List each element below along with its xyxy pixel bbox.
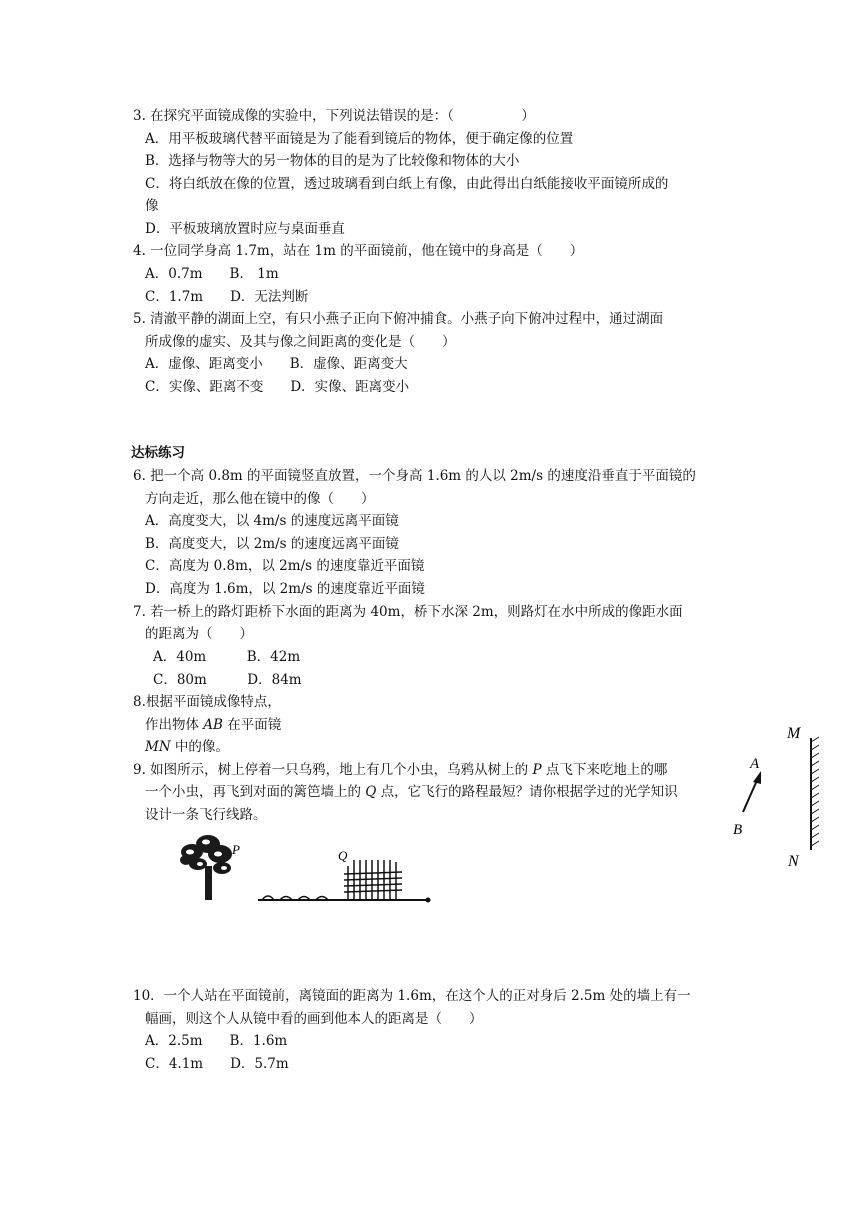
mirror-hatching <box>811 737 819 846</box>
q9-line2: 一个小虫，再飞到对面的篱笆墙上的 Q 点，它飞行的路程最短？请你根据学过的光学知识 <box>145 784 678 800</box>
tree-fence-figure <box>170 830 440 910</box>
q8-line2: 作出物体 AB 在平面镜 <box>145 717 282 733</box>
label-b: B <box>733 822 743 838</box>
q4-options-cd: C．1.7m D．无法判断 <box>145 289 309 305</box>
q6-option-a: A．高度变大，以 4m/s 的速度远离平面镜 <box>145 513 399 529</box>
q4-options-ab: A．0.7m B． 1m <box>145 266 279 282</box>
q5-options-cd: C．实像、距离不变 D．实像、距离变小 <box>145 379 410 395</box>
q7-stem-line2: 的距离为（ ） <box>145 626 253 642</box>
q6-option-c: C．高度为 0.8m，以 2m/s 的速度靠近平面镜 <box>145 558 425 574</box>
q9-line1: 9. 如图所示，树上停着一只乌鸦，地上有几个小虫，乌鸦从树上的 P 点飞下来吃地上的哪 <box>133 762 668 778</box>
section-title: 达标练习 <box>131 445 185 461</box>
q7-options-ab: A．40m B．42m <box>153 649 301 665</box>
label-a: A <box>750 756 760 772</box>
arrow-head <box>753 771 761 784</box>
q3-option-a: A．用平板玻璃代替平面镜是为了能看到镜后的物体，便于确定像的位置 <box>145 131 574 147</box>
q6-option-b: B．高度变大，以 2m/s 的速度远离平面镜 <box>145 536 399 552</box>
q3-stem: 3. 在探究平面镜成像的实验中，下列说法错误的是：（ ） <box>133 108 535 124</box>
label-p: P <box>232 842 240 857</box>
q5-stem-line2: 所成像的虚实、及其与像之间距离的变化是（ ） <box>145 334 456 350</box>
q6-stem-line2: 方向走近，那么他在镜中的像（ ） <box>145 491 375 507</box>
q10-options-cd: C．4.1m D．5.7m <box>145 1056 289 1072</box>
q4-stem: 4. 一位同学身高 1.7m，站在 1m 的平面镜前，他在镜中的身高是（ ） <box>133 243 584 259</box>
label-m: M <box>787 725 801 742</box>
label-q: Q <box>338 848 348 863</box>
q6-option-d: D．高度为 1.6m，以 2m/s 的速度靠近平面镜 <box>145 581 425 597</box>
q6-stem-line1: 6. 把一个高 0.8m 的平面镜竖直放置，一个身高 1.6m 的人以 2m/s 的速度沿垂直于平面镜的 <box>133 468 696 484</box>
q10-stem-line2: 幅画，则这个人从镜中看的画到他本人的距离是（ ） <box>145 1011 483 1027</box>
mirror-figure <box>725 720 835 880</box>
q7-options-cd: C．80m D．84m <box>153 672 302 688</box>
q5-stem-line1: 5. 清澈平静的湖面上空，有只小燕子正向下俯冲捕食。小燕子向下俯冲过程中，通过湖面 <box>133 311 664 327</box>
ground-end-dot <box>426 898 431 903</box>
q3-option-b: B．选择与物等大的另一物体的目的是为了比较像和物体的大小 <box>145 153 520 169</box>
label-n: N <box>788 853 799 870</box>
object-arrow <box>743 778 758 812</box>
q10-options-ab: A．2.5m B．1.6m <box>145 1033 288 1049</box>
q8-line3: MN 中的像。 <box>145 739 229 755</box>
q5-options-ab: A．虚像、距离变小 B．虚像、距离变大 <box>145 356 408 372</box>
q9-line3: 设计一条飞行线路。 <box>145 807 267 823</box>
q3-option-d: D．平板玻璃放置时应与桌面垂直 <box>145 221 345 237</box>
fence <box>344 860 402 900</box>
q8-line1: 8.根据平面镜成像特点， <box>133 694 281 710</box>
q3-option-c-line1: C．将白纸放在像的位置，透过玻璃看到白纸上有像，由此得出白纸能接收平面镜所成的 <box>145 176 669 192</box>
q7-stem-line1: 7. 若一桥上的路灯距桥下水面的距离为 40m，桥下水深 2m，则路灯在水中所成的像距水面 <box>133 604 683 620</box>
q3-option-c-line2: 像 <box>145 198 159 214</box>
q10-stem-line1: 10．一个人站在平面镜前，离镜面的距离为 1.6m，在这个人的正对身后 2.5m 处的墙上有一 <box>133 988 691 1004</box>
